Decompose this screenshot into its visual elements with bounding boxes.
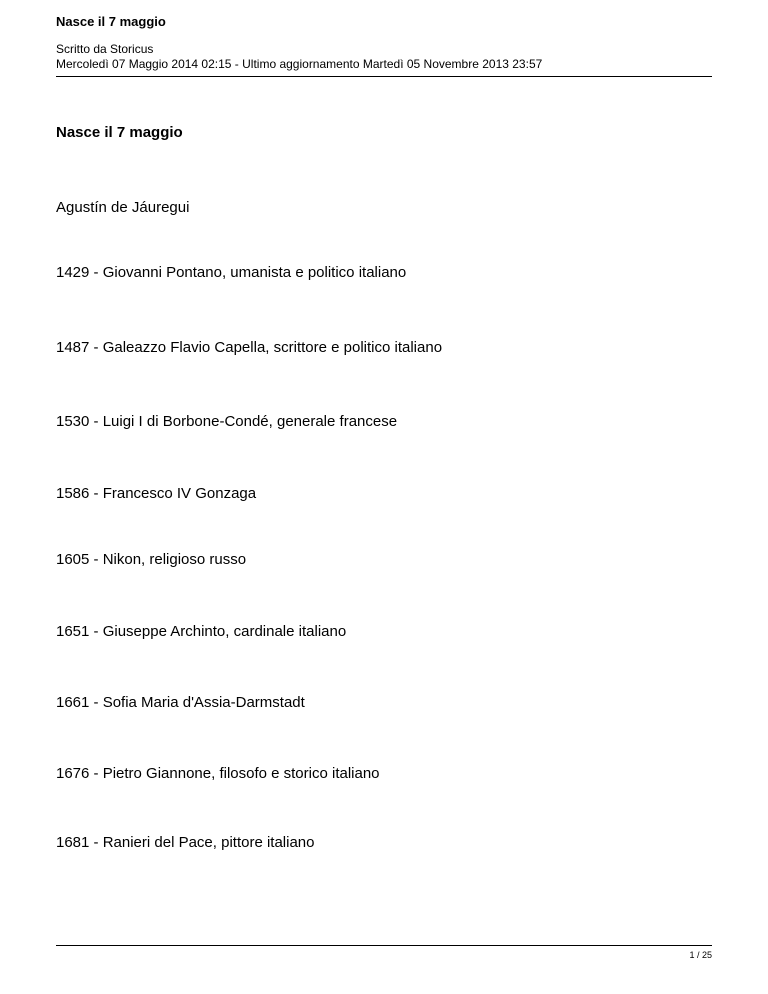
list-item: 1530 - Luigi I di Borbone-Condé, generale francese xyxy=(56,413,398,430)
page-header xyxy=(56,12,712,77)
list-item: 1681 - Ranieri del Pace, pittore italiano xyxy=(56,834,315,851)
article-title: Nasce il 7 maggio xyxy=(56,124,183,141)
list-item: 1429 - Giovanni Pontano, umanista e politico italiano xyxy=(56,264,407,281)
list-item: 1586 - Francesco IV Gonzaga xyxy=(56,485,257,502)
list-item: Agustín de Jáuregui xyxy=(56,199,190,216)
list-item: 1487 - Galeazzo Flavio Capella, scrittore e politico italiano xyxy=(56,339,443,356)
list-item: 1651 - Giuseppe Archinto, cardinale italiano xyxy=(56,623,347,640)
page-number: 1 / 25 xyxy=(689,950,712,960)
header-title: Nasce il 7 maggio xyxy=(56,14,166,29)
list-item: 1661 - Sofia Maria d'Assia-Darmstadt xyxy=(56,694,305,711)
date-line: Mercoledì 07 Maggio 2014 02:15 - Ultimo aggiornamento Martedì 05 Novembre 2013 23:57 xyxy=(56,57,543,71)
list-item: 1676 - Pietro Giannone, filosofo e storico italiano xyxy=(56,765,380,782)
list-item: 1605 - Nikon, religioso russo xyxy=(56,551,247,568)
author-line: Scritto da Storicus xyxy=(56,42,154,56)
page-footer xyxy=(56,945,712,960)
